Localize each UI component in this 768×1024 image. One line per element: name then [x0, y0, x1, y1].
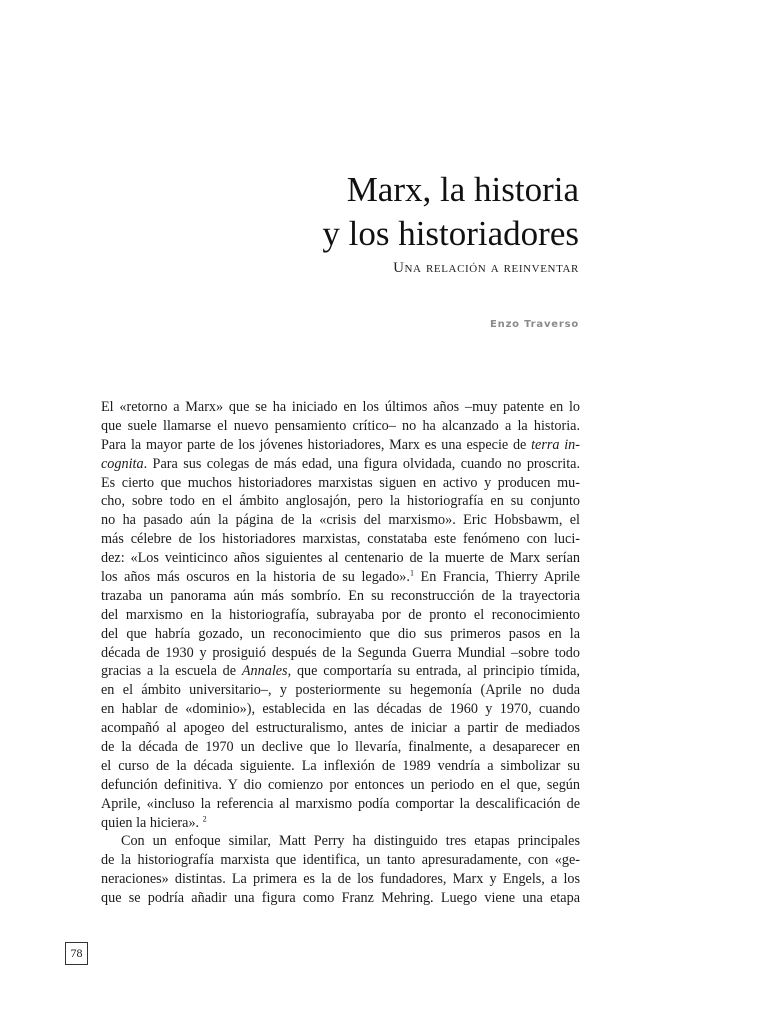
text-line — [101, 587, 580, 606]
line-text: . Para sus colegas de más edad, una figura olvidada, cuando no proscrita. — [143, 455, 580, 472]
paragraph — [101, 398, 580, 832]
text-line — [101, 568, 580, 587]
body-text — [101, 398, 580, 908]
subtitle: Una relación a reinventar — [393, 260, 579, 276]
line-text: cho, sobre todo en el ámbito anglosajón, pero la historiografía en su conjunto — [101, 493, 580, 510]
text-line — [101, 398, 580, 417]
line-text: gracias a la escuela de — [101, 663, 242, 680]
footnote-ref: 1 — [409, 568, 414, 578]
text-line — [101, 776, 580, 795]
line-text: Es cierto que muchos historiadores marxistas siguen en activo y producen mu- — [101, 474, 580, 491]
author-name: Enzo Traverso — [490, 319, 579, 330]
line-text: quien la hiciera». — [101, 814, 203, 831]
text-line — [101, 757, 580, 776]
text-line — [101, 832, 580, 851]
line-text: que se podría añadir una figura como Franz Mehring. Luego viene una etapa — [101, 890, 580, 907]
text-line — [101, 889, 580, 908]
footnote-ref: 2 — [202, 813, 207, 823]
text-line — [101, 662, 580, 681]
line-text: Aprile, «incluso la referencia al marxismo podía comportar la descalificación de — [101, 795, 580, 812]
text-line — [101, 474, 580, 493]
text-line — [101, 719, 580, 738]
line-text: que suele llamarse el nuevo pensamiento crítico– no ha alcanzado a la historia. — [101, 417, 580, 434]
title-block — [322, 168, 579, 277]
line-text: Para la mayor parte de los jóvenes historiadores, Marx es una especie de — [101, 436, 532, 453]
line-text: El «retorno a Marx» que se ha iniciado en los últimos años –muy patente en lo — [101, 399, 580, 415]
line-text: trazaba un panorama aún más sombrío. En su reconstrucción de la trayectoria — [101, 587, 580, 604]
line-text: en hablar de «dominio»), establecida en las décadas de 1960 y 1970, cuando — [101, 701, 580, 718]
text-line — [101, 625, 580, 644]
page-number: 78 — [65, 942, 88, 965]
text-line — [101, 851, 580, 870]
line-text: en el ámbito universitario–, y posteriormente su hegemonía (Aprile no duda — [101, 682, 580, 699]
line-text: acompañó al apogeo del estructuralismo, antes de iniciar a partir de mediados — [101, 720, 580, 737]
text-line — [101, 492, 580, 511]
line-text: del marxismo en la historiografía, subrayaba por de pronto el reconocimiento — [101, 606, 580, 623]
line-text: del que habría gozado, un reconocimiento que dio sus primeros pasos en la — [101, 625, 580, 642]
text-line — [101, 436, 580, 455]
title-line-2: y los historiadores — [322, 214, 579, 253]
text-line — [101, 870, 580, 889]
line-text: década de 1930 y prosiguió después de la Segunda Guerra Mundial –sobre todo — [101, 644, 580, 661]
text-line — [101, 606, 580, 625]
line-text: más célebre de los historiadores marxistas, constataba este fenómeno con luci- — [101, 531, 580, 548]
text-line — [101, 795, 580, 814]
line-text: de la década de 1970 un declive que lo llevaría, finalmente, a desaparecer en — [101, 739, 580, 756]
line-text: no ha pasado aún la página de la «crisis del marxismo». Eric Hobsbawm, el — [101, 512, 580, 529]
text-line — [101, 417, 580, 436]
text-line — [101, 644, 580, 663]
text-line — [101, 700, 580, 719]
paragraph — [101, 832, 580, 908]
text-line — [101, 814, 580, 833]
text-line — [101, 681, 580, 700]
italic-text: Annales, — [241, 663, 292, 680]
line-text: neraciones» distintas. La primera es la de los fundadores, Marx y Engels, a los — [101, 871, 580, 888]
line-text: de la historiografía marxista que identifica, un tanto apresuradamente, con «ge- — [101, 852, 580, 869]
text-line — [101, 455, 580, 474]
text-line — [101, 511, 580, 530]
line-text: En Francia, Thierry Aprile — [413, 569, 580, 586]
line-text: Con un enfoque similar, Matt Perry ha distinguido tres etapas principales — [121, 833, 580, 850]
line-text: defunción definitiva. Y dio comienzo por entonces un periodo en el que, según — [101, 776, 580, 793]
line-text: los años más oscuros en la historia de su legado». — [101, 569, 410, 586]
italic-text: cognita — [101, 455, 144, 472]
line-text: el curso de la década siguiente. La inflexión de 1989 vendría a simbolizar su — [101, 757, 580, 774]
text-line — [101, 549, 580, 568]
title-line-1: Marx, la historia — [346, 170, 579, 209]
line-text: que comportaría su entrada, al principio tímida, — [291, 663, 580, 680]
text-line — [101, 738, 580, 757]
line-text: dez: «Los veinticinco años siguientes al centenario de la muerte de Marx serían — [101, 550, 580, 567]
text-line — [101, 530, 580, 549]
italic-text: terra in- — [531, 436, 580, 453]
